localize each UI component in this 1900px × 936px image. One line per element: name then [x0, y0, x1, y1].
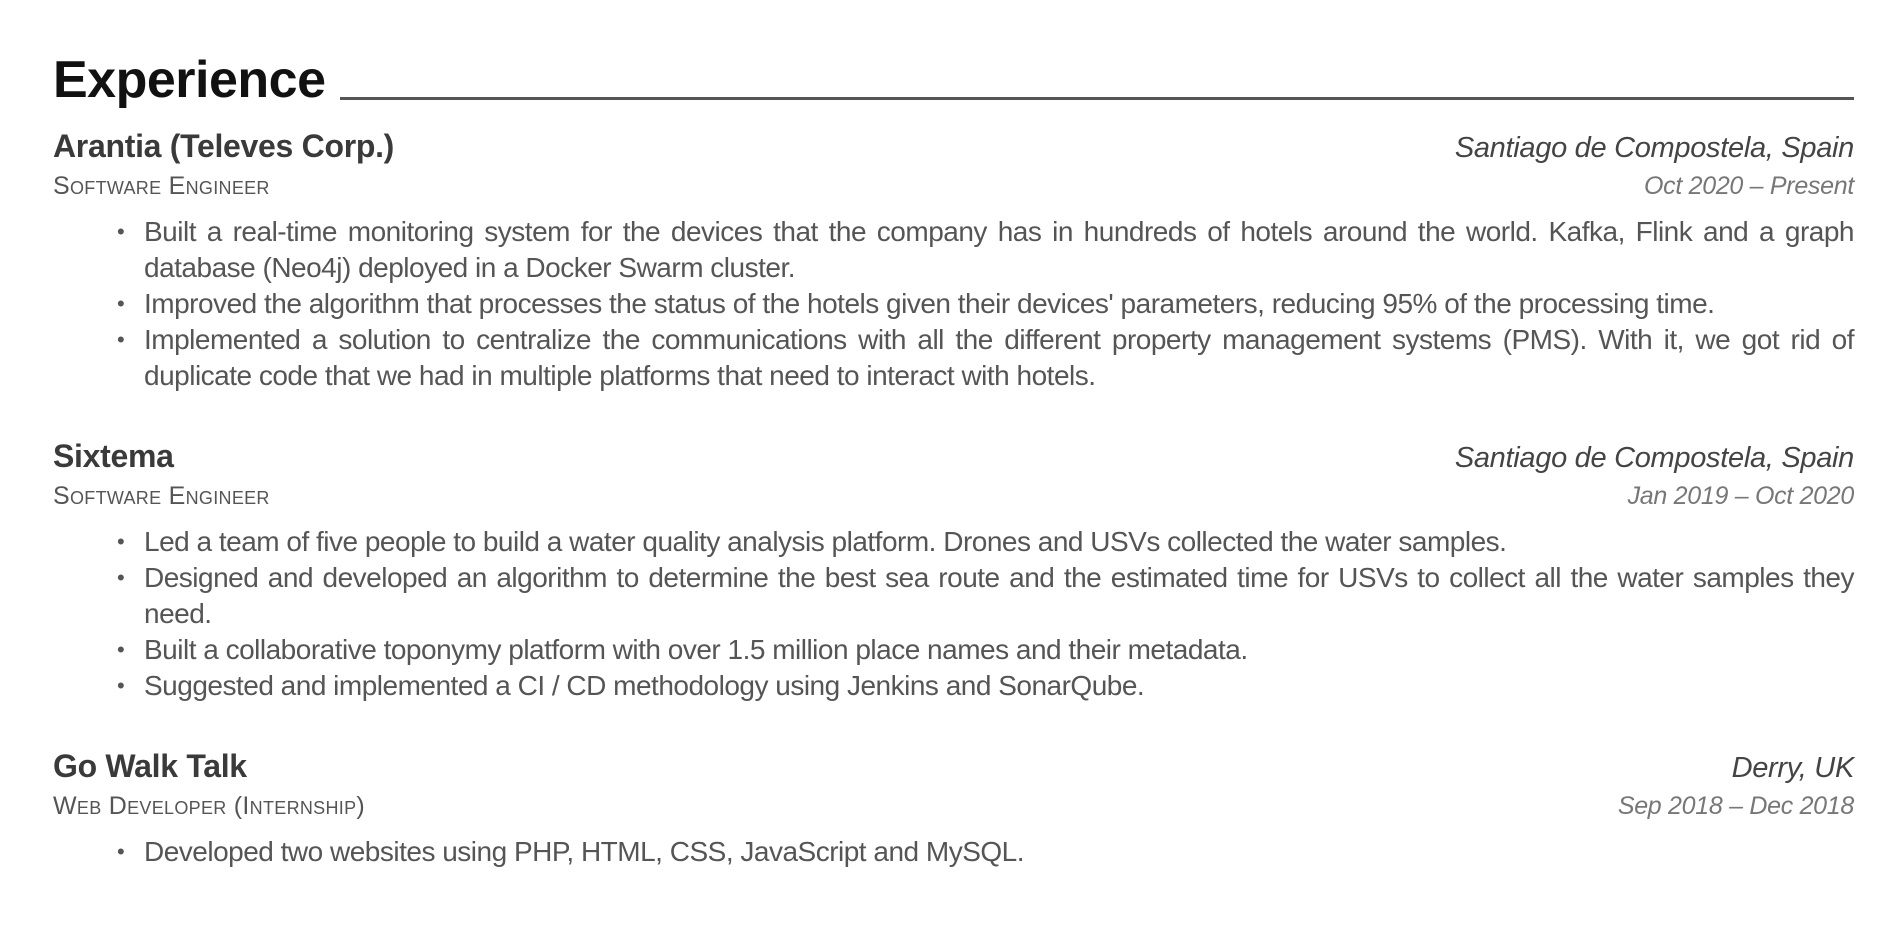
date-range: Jan 2019 – Oct 2020	[1627, 482, 1854, 510]
date-range: Sep 2018 – Dec 2018	[1617, 792, 1854, 820]
entry-subheader	[53, 792, 1854, 830]
achievement-item: • Developed two websites using PHP, HTML, CSS, JavaScript and MySQL.	[144, 834, 1854, 870]
section-title: Experience	[53, 51, 326, 109]
achievement-list	[53, 524, 1854, 704]
date-range: Oct 2020 – Present	[1643, 172, 1854, 200]
experience-entry-arantia	[53, 128, 1854, 394]
achievement-list	[53, 834, 1854, 870]
location: Derry, UK	[1731, 752, 1854, 784]
entry-header	[53, 128, 1854, 172]
entry-subheader	[53, 172, 1854, 210]
company-name: Sixtema	[53, 438, 174, 474]
entry-header	[53, 438, 1854, 482]
company-name: Go Walk Talk	[53, 748, 247, 784]
achievement-item: • Built a collaborative toponymy platform with over 1.5 million place names and their metadata.	[144, 632, 1854, 668]
achievement-item: • Implemented a solution to centralize the communications with all the different property management systems (PMS). With it, we got rid of duplicate code that we had in multiple platforms that need to interact with hotels.	[144, 322, 1854, 394]
achievement-item: • Designed and developed an algorithm to determine the best sea route and the estimated time for USVs to collect all the water samples they need.	[144, 560, 1854, 632]
entry-header	[53, 748, 1854, 792]
section-header	[53, 40, 1854, 109]
job-title: Software Engineer	[53, 172, 270, 200]
section-divider	[340, 97, 1855, 100]
company-name: Arantia (Televes Corp.)	[53, 128, 395, 164]
location: Santiago de Compostela, Spain	[1454, 442, 1854, 474]
achievement-item: • Suggested and implemented a CI / CD methodology using Jenkins and SonarQube.	[144, 668, 1854, 704]
location: Santiago de Compostela, Spain	[1454, 132, 1854, 164]
job-title: Software Engineer	[53, 482, 270, 510]
achievement-item: • Improved the algorithm that processes the status of the hotels given their devices' parameters, reducing 95% of the processing time.	[144, 286, 1854, 322]
achievement-item: • Led a team of five people to build a water quality analysis platform. Drones and USVs collected the water samples.	[144, 524, 1854, 560]
experience-entry-go-walk-talk	[53, 748, 1854, 870]
experience-entry-sixtema	[53, 438, 1854, 704]
entry-subheader	[53, 482, 1854, 520]
job-title: Web Developer (Internship)	[53, 792, 365, 820]
achievement-list	[53, 214, 1854, 394]
achievement-item: • Built a real-time monitoring system for the devices that the company has in hundreds of hotels around the world. Kafka, Flink and a graph database (Neo4j) deployed in a Docker Swarm cluster.	[144, 214, 1854, 286]
